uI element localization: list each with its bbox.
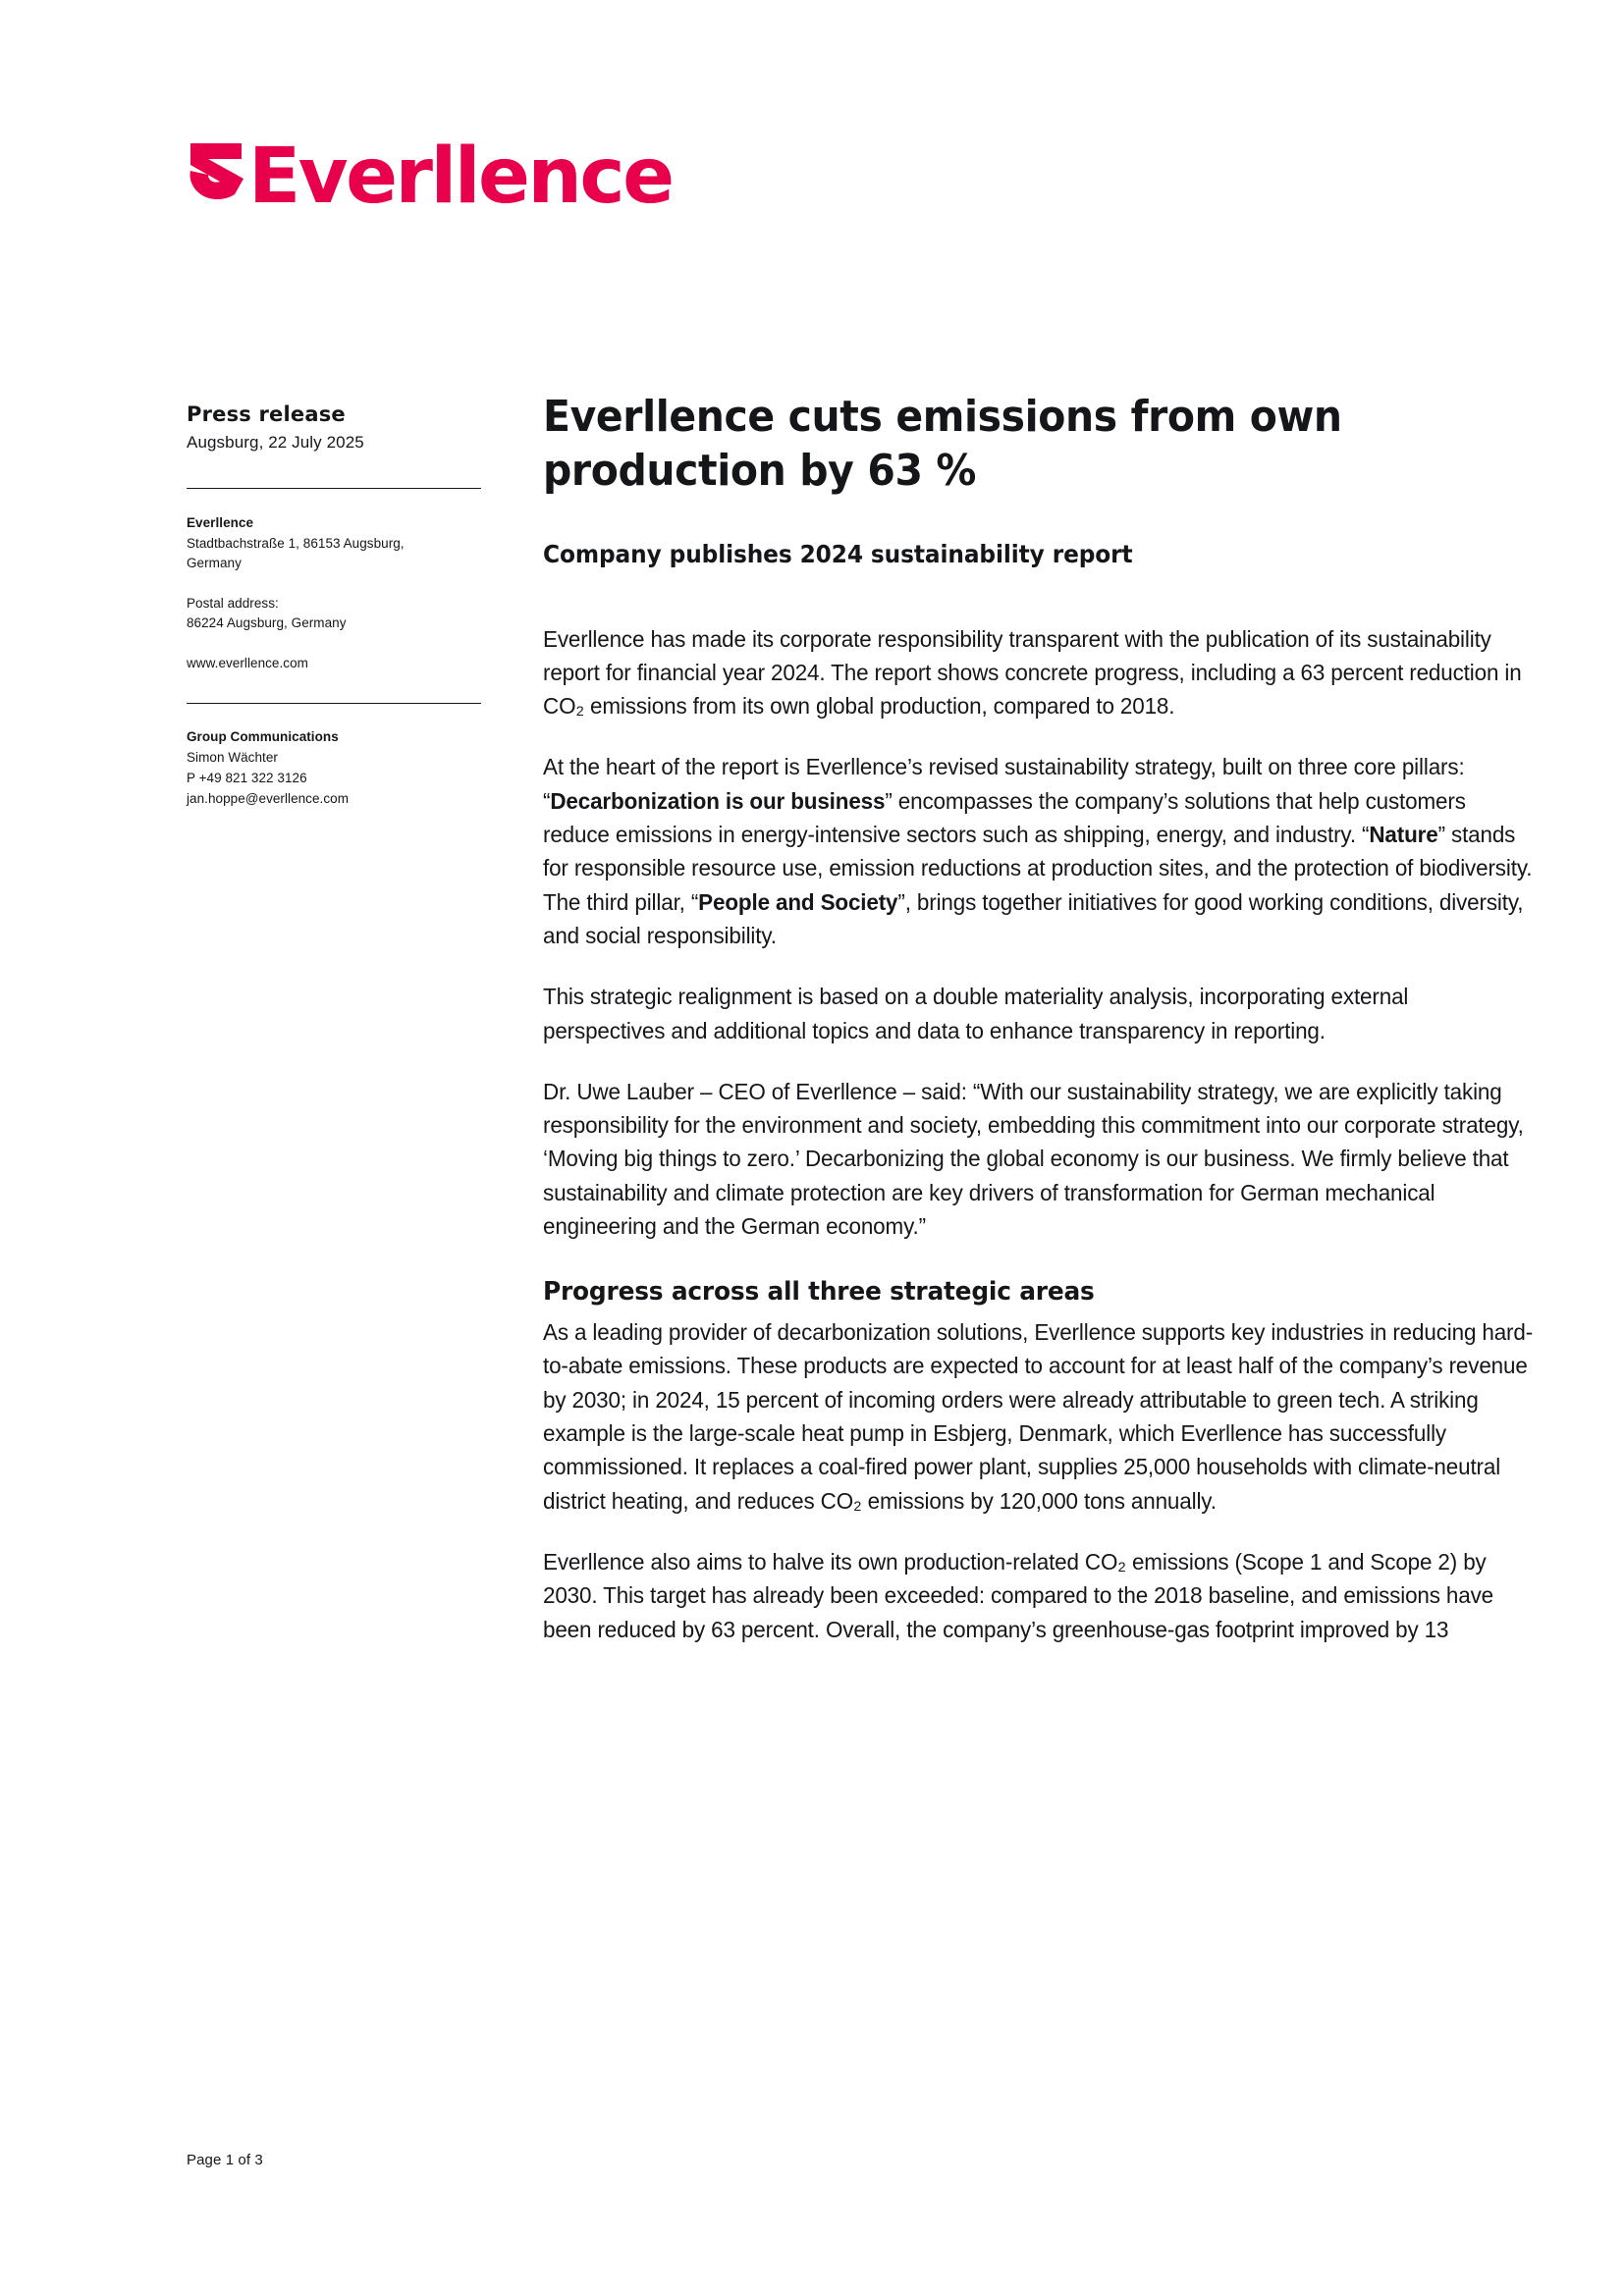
address-block <box>187 513 481 673</box>
contact-phone[interactable]: P +49 821 322 3126 <box>187 771 307 786</box>
address-spacer <box>187 574 481 594</box>
contact-block <box>187 727 481 810</box>
website-link[interactable]: www.everllence.com <box>187 655 308 670</box>
logo-wordmark: Everllence <box>248 133 673 221</box>
paragraph-6-text: Everllence also aims to halve its own production-related CO₂ emissions (Scope 1 and Scope 2) by 2030. This target has already been exceeded: compared to the 2018 baseline, and emissions have been reduced by 63 percent. Overall, the company’s greenhouse-gas footprint improved by 13 <box>543 1548 1494 1642</box>
page-subtitle: Company publishes 2024 sustainability report <box>543 540 1133 569</box>
sidebar <box>187 400 481 810</box>
website-spacer <box>187 634 481 654</box>
sidebar-divider-bottom <box>187 703 481 704</box>
paragraph-1-text: Everllence has made its corporate responsibility transparent with the publication of its sustainability report for financial year 2024. The report shows concrete progress, including a 63 percent reduction in CO₂ emissions from its own global production, compared to 2018. <box>543 625 1522 720</box>
pillar-1-term: Decarbonization is our business <box>550 787 886 814</box>
contact-person: Simon Wächter <box>187 750 278 766</box>
company-name: Everllence <box>187 515 254 531</box>
dateline: Augsburg, 22 July 2025 <box>187 433 364 453</box>
paragraph-6 <box>543 1545 1535 1646</box>
main-content <box>543 391 1535 1646</box>
paragraph-5-text: As a leading provider of decarbonization solutions, Everllence supports key industries in reducing hard-to-abate emissions. These products are expected to account for at least half of the company’s revenue by 2030; in 2024, 15 percent of incoming orders were already attributable to green tech. A striking example is the large-scale heat pump in Esbjerg, Denmark, which Everllence has successfully commissioned. It replaces a coal-fired power plant, supplies 25,000 households with climate-neutral district heating, and reduces CO₂ emissions by 120,000 tons annually. <box>543 1319 1534 1514</box>
paragraph-3 <box>543 980 1535 1047</box>
postal-address-value: 86224 Augsburg, Germany <box>187 615 347 631</box>
section-heading: Progress across all three strategic areas <box>543 1277 1095 1308</box>
postal-address-label: Postal address: <box>187 595 279 611</box>
everllence-logo <box>187 126 673 221</box>
pillar-3-term: People and Society <box>698 888 898 915</box>
contact-email[interactable]: jan.hoppe@everllence.com <box>187 791 349 806</box>
everllence-e-mark <box>187 126 247 202</box>
paragraph-3-text: This strategic realignment is based on a double materiality analysis, incorporating external perspectives and additional topics and data to enhance transparency in reporting. <box>543 984 1409 1043</box>
paragraph-4-ceo-quote <box>543 1075 1535 1243</box>
street-address: Stadtbachstraße 1, 86153 Augsburg, <box>187 535 405 551</box>
pillar-2-term: Nature <box>1369 822 1438 848</box>
press-release-label: Press release <box>187 402 346 426</box>
paragraph-2-part-4: ”, brings together initiatives for good working conditions, diversity, and social responsibility. <box>543 888 1524 948</box>
paragraph-1 <box>543 622 1535 723</box>
page-title: Everllence cuts emissions from own production by 63 % <box>543 392 1342 496</box>
paragraph-4-text: Dr. Uwe Lauber – CEO of Everllence – said: “With our sustainability strategy, we are explicitly taking responsibility for the environment and society, embedding this commitment into our corporate strategy, ‘Moving big things to zero.’ Decarbonizing the global economy is our business. We firmly believe that sustainability and climate protection are key drivers of transformation for German mechanical engineering and the German economy.” <box>543 1078 1524 1240</box>
paragraph-2-part-3: ” stands for responsible resource use, emission reductions at production sites, and the protection of biodiversity. The third pillar, “ <box>543 822 1533 915</box>
sidebar-divider-top <box>187 488 481 489</box>
country: Germany <box>187 556 242 571</box>
page-number: Page 1 of 3 <box>187 2152 263 2168</box>
paragraph-2-part-1: At the heart of the report is Everllence’s revised sustainability strategy, built on three core pillars: “ <box>543 754 1465 814</box>
body-copy <box>543 622 1535 1646</box>
paragraph-2-part-2: ” encompasses the company’s solutions that help customers reduce emissions in energy-intensive sectors such as shipping, energy, and industry. “ <box>543 787 1466 848</box>
contact-department: Group Communications <box>187 729 339 745</box>
paragraph-5 <box>543 1315 1535 1518</box>
paragraph-2 <box>543 750 1535 952</box>
